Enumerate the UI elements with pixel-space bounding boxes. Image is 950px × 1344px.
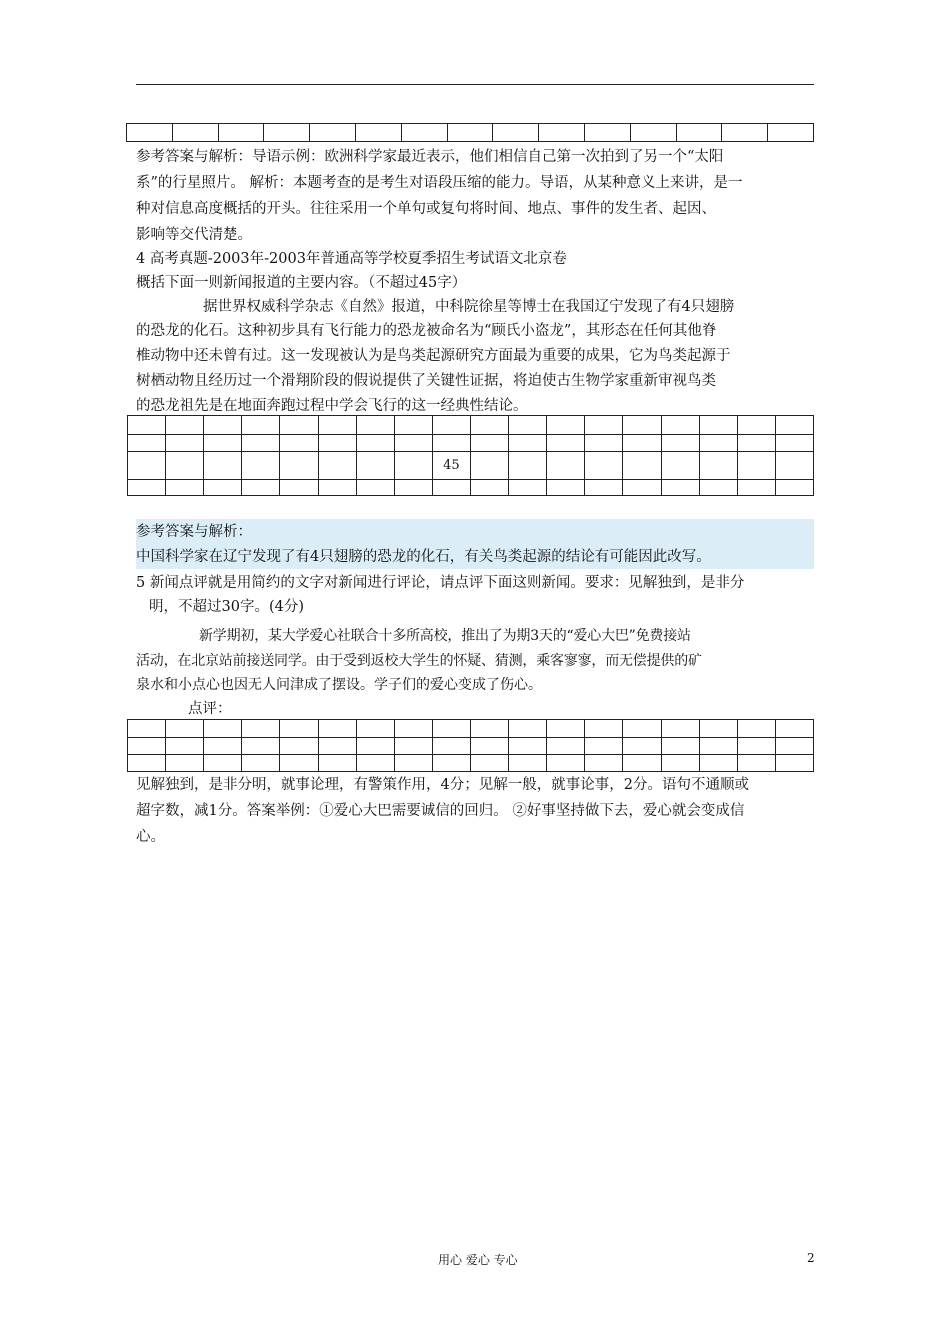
grid-cell: [737, 755, 775, 772]
grid-cell: [584, 124, 630, 142]
grid-cell: [310, 124, 356, 142]
grid-cell: [166, 480, 204, 496]
grid-cell: [699, 452, 737, 480]
q5-passage-line-3: 泉水和小点心也因无人问津成了摆设。学子们的爱心变成了伤心。: [136, 677, 542, 693]
grid-cell: [264, 124, 310, 142]
grid-cell: [699, 480, 737, 496]
grid-cell: [401, 124, 447, 142]
header-rule: [136, 84, 814, 85]
grid-cell: [432, 435, 470, 452]
grid-cell: [204, 755, 242, 772]
grid-cell: [242, 755, 280, 772]
grid-cell: [623, 416, 661, 435]
grid-cell: [775, 738, 813, 755]
grid-cell: [432, 755, 470, 772]
grid-cell: [204, 452, 242, 480]
grid-cell: [661, 720, 699, 738]
grid-cell: [737, 480, 775, 496]
grid-cell: [280, 755, 318, 772]
grid-cell: [539, 124, 585, 142]
grid-cell: [775, 755, 813, 772]
grid-cell: [280, 452, 318, 480]
grid-cell: [166, 755, 204, 772]
grid-row: [128, 435, 814, 452]
answer-grid-q5: [127, 719, 814, 772]
q5-prompt-line-2: 明，不超过30字。(4分): [149, 599, 304, 615]
grid-cell: [166, 738, 204, 755]
grid-cell: [623, 738, 661, 755]
grid-cell: [280, 720, 318, 738]
grid-cell: [356, 720, 394, 738]
q4-passage-line-4: 树栖动物且经历过一个滑翔阶段的假说提供了关键性证据，将迫使古生物学家重新审视鸟类: [136, 373, 716, 389]
grid-cell: [775, 452, 813, 480]
grid-cell: [775, 720, 813, 738]
grid-cell: [242, 720, 280, 738]
grid-cell: [509, 435, 547, 452]
q4-answer-label: 参考答案与解析：: [136, 519, 814, 544]
grid-row: [128, 738, 814, 755]
q3-answer-line-2: 系”的行星照片。 解析：本题考查的是考生对语段压缩的能力。导语，从某种意义上来讲，是一: [136, 175, 743, 191]
grid-cell: [280, 480, 318, 496]
grid-cell: [470, 738, 508, 755]
grid-row: [128, 720, 814, 738]
grid-cell: [737, 738, 775, 755]
grid-cell: [355, 124, 401, 142]
grid-cell: [547, 720, 585, 738]
grid-cell: [242, 738, 280, 755]
grid-cell: [470, 480, 508, 496]
grid-cell: [128, 720, 166, 738]
grid-cell: [127, 124, 173, 142]
grid-cell: [432, 720, 470, 738]
grid-cell: [394, 720, 432, 738]
grid-cell: [699, 738, 737, 755]
grid-cell: [242, 480, 280, 496]
q4-answer-text: 中国科学家在辽宁发现了有4只翅膀的恐龙的化石，有关鸟类起源的结论有可能因此改写。: [136, 544, 814, 569]
grid-cell: [547, 452, 585, 480]
grid-cell: [623, 720, 661, 738]
grid-cell: [737, 416, 775, 435]
grid-cell: [204, 738, 242, 755]
grid-cell: [623, 452, 661, 480]
grid-cell: [128, 738, 166, 755]
grid-cell: [661, 738, 699, 755]
q5-prompt-line-1: 5 新闻点评就是用简约的文字对新闻进行评论，请点评下面这则新闻。要求：见解独到，是非分: [136, 575, 745, 591]
grid-cell: [128, 755, 166, 772]
grid-cell: [318, 720, 356, 738]
grid-cell-word-count-marker: 45: [432, 452, 470, 480]
q4-passage-line-2: 的恐龙的化石。这种初步具有飞行能力的恐龙被命名为“顾氏小盗龙”，其形态在任何其他脊: [136, 323, 717, 339]
q4-passage-line-1: 据世界权威科学杂志《自然》报道，中科院徐星等博士在我国辽宁发现了有4只翅膀: [203, 299, 735, 315]
q5-comment-label: 点评：: [188, 701, 232, 717]
grid-cell: [432, 416, 470, 435]
grid-cell: [661, 755, 699, 772]
grid-cell: [775, 416, 813, 435]
q5-answer-line-2: 超字数，减1分。答案举例：①爱心大巴需要诚信的回归。 ②好事坚持做下去，爱心就会变成信: [136, 803, 745, 819]
grid-cell: [547, 738, 585, 755]
grid-cell: [630, 124, 676, 142]
grid-cell: [661, 452, 699, 480]
grid-cell: [585, 416, 623, 435]
q4-passage-line-3: 椎动物中还未曾有过。这一发现被认为是鸟类起源研究方面最为重要的成果，它为鸟类起源于: [136, 348, 731, 364]
grid-cell: [242, 416, 280, 435]
grid-cell: [218, 124, 264, 142]
grid-cell: [699, 435, 737, 452]
grid-cell: [585, 738, 623, 755]
grid-cell: [318, 435, 356, 452]
grid-cell: [128, 480, 166, 496]
grid-row: [128, 452, 814, 480]
grid-cell: [166, 452, 204, 480]
q5-answer-line-3: 心。: [136, 829, 165, 845]
grid-cell: [509, 738, 547, 755]
grid-cell: [204, 435, 242, 452]
grid-cell: [394, 435, 432, 452]
grid-cell: [547, 435, 585, 452]
page-number: 2: [807, 1251, 815, 1265]
grid-cell: [318, 480, 356, 496]
q4-passage-line-5: 的恐龙祖先是在地面奔跑过程中学会飞行的这一经典性结论。: [136, 398, 528, 414]
grid-cell: [166, 720, 204, 738]
grid-cell: [699, 416, 737, 435]
grid-cell: [470, 435, 508, 452]
grid-cell: [394, 452, 432, 480]
grid-cell: [661, 435, 699, 452]
grid-cell: [280, 738, 318, 755]
grid-cell: [204, 720, 242, 738]
grid-cell: [699, 755, 737, 772]
grid-cell: [356, 416, 394, 435]
footer-motto: 用心 爱心 专心: [438, 1253, 518, 1267]
grid-cell: [128, 416, 166, 435]
grid-cell: [318, 755, 356, 772]
grid-cell: [280, 416, 318, 435]
grid-cell: [318, 416, 356, 435]
grid-cell: [166, 416, 204, 435]
grid-cell: [280, 435, 318, 452]
grid-cell: [585, 452, 623, 480]
grid-cell: [768, 124, 814, 142]
answer-grid-q4: [127, 415, 814, 496]
grid-cell: [493, 124, 539, 142]
grid-cell: [722, 124, 768, 142]
answer-grid-top: [126, 123, 814, 142]
grid-cell: [356, 452, 394, 480]
grid-cell: [509, 755, 547, 772]
grid-cell: [623, 755, 661, 772]
q5-answer-line-1: 见解独到，是非分明，就事论理，有警策作用，4分；见解一般，就事论事，2分。语句不通顺或: [136, 777, 749, 793]
grid-cell: [242, 452, 280, 480]
grid-cell: [676, 124, 722, 142]
q5-passage-line-1: 新学期初，某大学爱心社联合十多所高校，推出了为期3天的“爱心大巴”免费接站: [199, 628, 691, 644]
grid-cell: [394, 738, 432, 755]
grid-cell: [737, 452, 775, 480]
grid-cell: [547, 755, 585, 772]
grid-cell: [394, 416, 432, 435]
q3-answer-line-3: 种对信息高度概括的开头。往往采用一个单句或复句将时间、地点、事件的发生者、起因、: [136, 201, 716, 217]
grid-cell: [356, 738, 394, 755]
grid-cell: [356, 755, 394, 772]
grid-cell: [623, 435, 661, 452]
grid-cell: [547, 480, 585, 496]
grid-cell: [394, 480, 432, 496]
grid-cell: [128, 435, 166, 452]
grid-cell: [128, 452, 166, 480]
grid-cell: [470, 720, 508, 738]
grid-cell: [318, 738, 356, 755]
grid-cell: [661, 416, 699, 435]
grid-row: [128, 416, 814, 435]
grid-cell: [775, 480, 813, 496]
q4-prompt: 概括下面一则新闻报道的主要内容。（不超过45字）: [136, 275, 467, 291]
grid-cell: [585, 720, 623, 738]
grid-cell: [432, 738, 470, 755]
grid-cell: [432, 480, 470, 496]
grid-cell: [204, 416, 242, 435]
grid-cell: [737, 435, 775, 452]
grid-cell: [509, 720, 547, 738]
q3-answer-line-1: 参考答案与解析：导语示例：欧洲科学家最近表示，他们相信自己第一次拍到了另一个“太阳: [136, 149, 724, 165]
q3-answer-line-4: 影响等交代清楚。: [136, 227, 252, 243]
grid-cell: [509, 452, 547, 480]
grid-row: [127, 124, 814, 142]
grid-cell: [447, 124, 493, 142]
grid-cell: [699, 720, 737, 738]
grid-cell: [623, 480, 661, 496]
grid-cell: [318, 452, 356, 480]
q5-passage-line-2: 活动，在北京站前接送同学。由于受到返校大学生的怀疑、猜测，乘客寥寥，而无偿提供的矿: [136, 653, 702, 669]
grid-cell: [172, 124, 218, 142]
grid-row: [128, 480, 814, 496]
grid-cell: [547, 416, 585, 435]
grid-cell: [166, 435, 204, 452]
grid-cell: [775, 435, 813, 452]
grid-cell: [204, 480, 242, 496]
grid-cell: [661, 480, 699, 496]
grid-cell: [470, 755, 508, 772]
grid-cell: [585, 480, 623, 496]
grid-cell: [356, 480, 394, 496]
grid-cell: [737, 720, 775, 738]
grid-cell: [585, 755, 623, 772]
grid-cell: [509, 480, 547, 496]
grid-cell: [356, 435, 394, 452]
grid-cell: [585, 435, 623, 452]
grid-cell: [394, 755, 432, 772]
grid-cell: [242, 435, 280, 452]
grid-cell: [470, 452, 508, 480]
grid-cell: [470, 416, 508, 435]
grid-cell: [509, 416, 547, 435]
q4-title: 4 高考真题-2003年-2003年普通高等学校夏季招生考试语文北京卷: [136, 251, 567, 267]
grid-row: [128, 755, 814, 772]
